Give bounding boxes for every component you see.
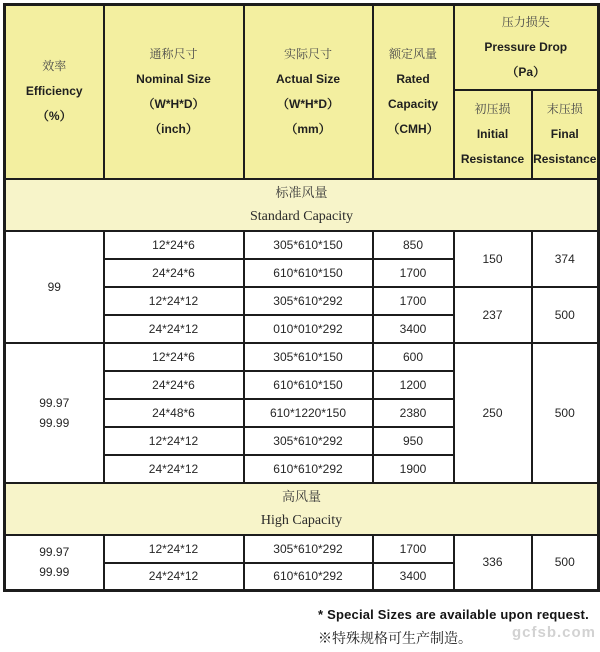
rated-capacity-cell: 1700 — [373, 259, 454, 287]
initial-resistance-cell: 250 — [454, 343, 532, 483]
header-actual-zh: 实际尺寸 — [283, 46, 332, 61]
nominal-size-cell: 12*24*12 — [104, 287, 244, 315]
band-high-capacity — [5, 483, 599, 535]
header-nominal-size — [104, 5, 244, 179]
header-efficiency-unit: （%） — [36, 109, 72, 124]
header-actual-size — [244, 5, 373, 179]
filter-spec-table — [3, 3, 600, 592]
final-resistance-cell: 500 — [532, 343, 599, 483]
final-resistance-cell: 500 — [532, 535, 599, 591]
header-initial-en2: Resistance — [460, 151, 525, 166]
actual-size-cell: 610*610*150 — [244, 259, 373, 287]
nominal-size-cell: 24*24*12 — [104, 563, 244, 591]
header-initial-zh: 初压损 — [474, 101, 511, 116]
efficiency-value-99: 99 — [5, 231, 104, 343]
actual-size-cell: 010*010*292 — [244, 315, 373, 343]
header-nominal-unit: （inch） — [149, 121, 198, 136]
efficiency-value-9997 — [5, 343, 104, 483]
header-final-en2: Resistance — [533, 151, 597, 166]
initial-resistance-cell: 237 — [454, 287, 532, 343]
initial-resistance-cell: 336 — [454, 535, 532, 591]
efficiency-line2: 99.99 — [39, 415, 70, 430]
initial-resistance-cell: 150 — [454, 231, 532, 287]
header-rated-en1: Rated — [396, 71, 430, 86]
efficiency-line1: 99.97 — [39, 545, 70, 560]
band-standard-en: Standard Capacity — [249, 208, 354, 224]
header-nominal-dims: （W*H*D） — [142, 96, 205, 111]
efficiency-value-high — [5, 535, 104, 591]
band-high-zh: 高风量 — [282, 488, 322, 504]
nominal-size-cell: 12*24*6 — [104, 231, 244, 259]
actual-size-cell: 305*610*292 — [244, 287, 373, 315]
actual-size-cell: 305*610*150 — [244, 231, 373, 259]
rated-capacity-cell: 600 — [373, 343, 454, 371]
header-actual-en: Actual Size — [275, 71, 341, 86]
actual-size-cell: 305*610*292 — [244, 535, 373, 563]
nominal-size-cell: 24*24*6 — [104, 371, 244, 399]
header-final-resistance — [532, 90, 599, 179]
nominal-size-cell: 24*48*6 — [104, 399, 244, 427]
rated-capacity-cell: 2380 — [373, 399, 454, 427]
header-actual-unit: （mm） — [285, 121, 331, 136]
band-standard-capacity — [5, 179, 599, 231]
actual-size-cell: 610*610*292 — [244, 563, 373, 591]
footer-note-en: * Special Sizes are available upon request. — [318, 607, 589, 622]
header-nominal-en: Nominal Size — [136, 71, 211, 86]
efficiency-line2: 99.99 — [39, 565, 70, 580]
actual-size-cell: 610*610*292 — [244, 455, 373, 483]
efficiency-line1: 99.97 — [39, 395, 70, 410]
header-pressure-unit: （Pa） — [506, 64, 546, 79]
actual-size-cell: 305*610*292 — [244, 427, 373, 455]
header-pressure-zh: 压力损失 — [501, 14, 550, 29]
rated-capacity-cell: 1900 — [373, 455, 454, 483]
nominal-size-cell: 24*24*12 — [104, 455, 244, 483]
rated-capacity-cell: 850 — [373, 231, 454, 259]
final-resistance-cell: 500 — [532, 287, 599, 343]
footer-note-zh: ※特殊规格可生产制造。 — [318, 632, 472, 647]
header-efficiency — [5, 5, 104, 179]
header-rated-capacity — [373, 5, 454, 179]
rated-capacity-cell: 1700 — [373, 535, 454, 563]
rated-capacity-cell: 1700 — [373, 287, 454, 315]
final-resistance-cell: 374 — [532, 231, 599, 287]
header-efficiency-en: Efficiency — [25, 84, 83, 99]
band-high-en: High Capacity — [260, 512, 343, 528]
footer-notes — [318, 607, 589, 648]
rated-capacity-cell: 1200 — [373, 371, 454, 399]
actual-size-cell: 610*1220*150 — [244, 399, 373, 427]
nominal-size-cell: 12*24*12 — [104, 535, 244, 563]
watermark: gcfsb.com — [512, 624, 597, 641]
nominal-size-cell: 24*24*12 — [104, 315, 244, 343]
header-final-zh: 末压损 — [546, 101, 583, 116]
header-rated-zh: 额定风量 — [388, 46, 437, 61]
header-final-en1: Final — [550, 126, 579, 141]
rated-capacity-cell: 950 — [373, 427, 454, 455]
header-nominal-zh: 通称尺寸 — [149, 46, 198, 61]
header-initial-resistance — [454, 90, 532, 179]
nominal-size-cell: 12*24*12 — [104, 427, 244, 455]
rated-capacity-cell: 3400 — [373, 563, 454, 591]
header-rated-en2: Capacity — [387, 96, 439, 111]
actual-size-cell: 305*610*150 — [244, 343, 373, 371]
header-initial-en1: Initial — [476, 126, 509, 141]
band-standard-zh: 标准风量 — [275, 184, 328, 200]
actual-size-cell: 610*610*150 — [244, 371, 373, 399]
rated-capacity-cell: 3400 — [373, 315, 454, 343]
header-pressure-drop — [454, 5, 599, 90]
header-rated-unit: （CMH） — [387, 121, 439, 136]
header-efficiency-zh: 效率 — [42, 59, 67, 74]
nominal-size-cell: 24*24*6 — [104, 259, 244, 287]
nominal-size-cell: 12*24*6 — [104, 343, 244, 371]
header-actual-dims: （W*H*D） — [277, 96, 339, 111]
header-pressure-en: Pressure Drop — [484, 39, 568, 54]
